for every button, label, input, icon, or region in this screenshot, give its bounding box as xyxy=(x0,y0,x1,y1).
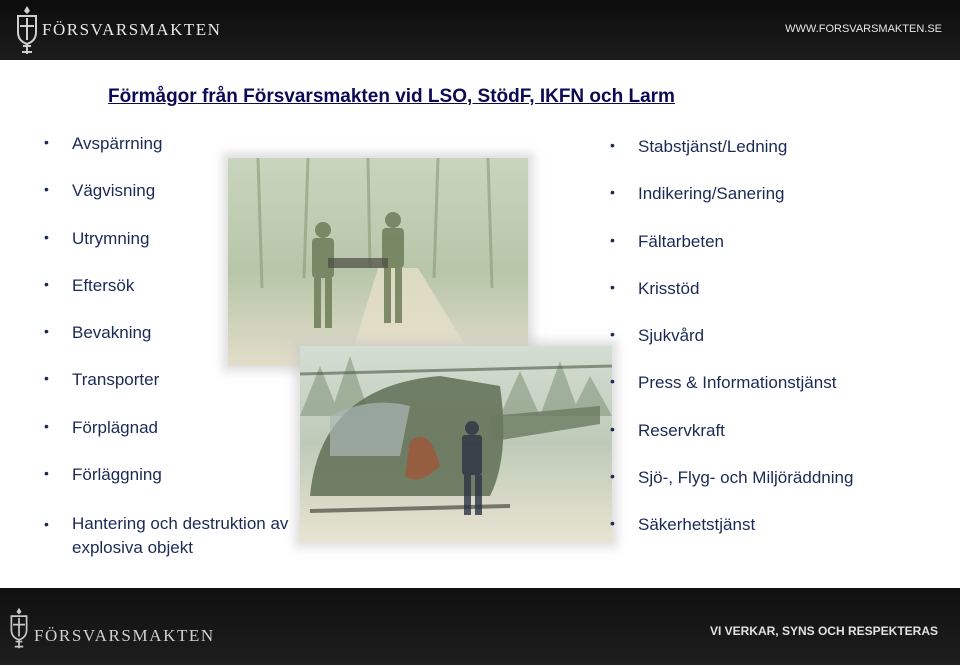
list-item: • Sjukvård xyxy=(610,326,940,373)
soldiers-stretcher-photo xyxy=(228,158,528,366)
helicopter-photo xyxy=(300,346,612,542)
footer-brand-name: FÖRSVARSMAKTEN xyxy=(34,626,215,645)
crest-icon xyxy=(14,4,40,56)
page-title: Förmågor från Försvarsmakten vid LSO, StödF, IKFN och Larm xyxy=(108,86,675,107)
crest-icon xyxy=(8,604,30,652)
list-item: • Avspärrning xyxy=(44,134,314,181)
list-item: • Säkerhetstjänst xyxy=(610,515,940,562)
list-item: • Reservkraft xyxy=(610,421,940,468)
list-item: • Utrymning xyxy=(44,229,314,276)
list-item: • Fältarbeten xyxy=(610,232,940,279)
website-url[interactable]: WWW.FORSVARSMAKTEN.SE xyxy=(785,23,942,35)
list-item: • Press & Informationstjänst xyxy=(610,373,940,420)
list-item: • Förplägnad xyxy=(44,418,314,465)
list-item: • Eftersök xyxy=(44,276,314,323)
right-capability-list xyxy=(610,137,940,563)
list-item: • Bevakning xyxy=(44,323,314,370)
footer-bar xyxy=(0,588,960,665)
list-item: • Krisstöd xyxy=(610,279,940,326)
list-item: • Vägvisning xyxy=(44,181,314,228)
header-bar xyxy=(0,0,960,60)
list-item: • Indikering/Sanering xyxy=(610,184,940,231)
footer-motto: VI VERKAR, SYNS OCH RESPEKTERAS xyxy=(709,624,938,638)
brand-name: FÖRSVARSMAKTEN xyxy=(42,20,222,39)
list-item: • Transporter xyxy=(44,370,314,417)
list-item: • Stabstjänst/Ledning xyxy=(610,137,940,184)
list-item: • Hantering och destruktion av explosiva objekt xyxy=(44,512,314,560)
list-item: • Förläggning xyxy=(44,465,314,512)
list-item: • Sjö-, Flyg- och Miljöräddning xyxy=(610,468,940,515)
